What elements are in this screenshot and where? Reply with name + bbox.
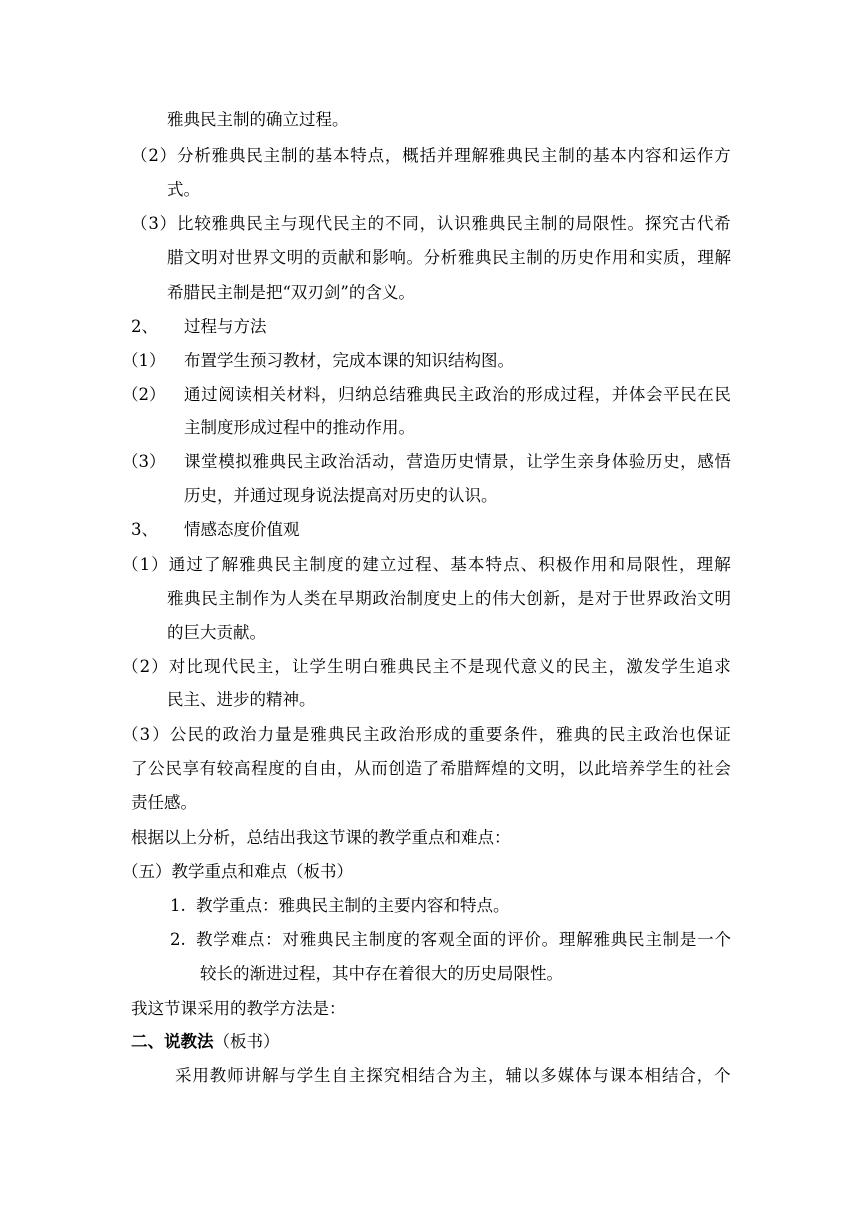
text-line: 了 公 民 享 有 较 高 程 度 的 自 由 ， 从 而 创 造 了 希 腊 辉 煌 的 文 明 ， 以 此 培 养 学 生 的 社 会 bbox=[131, 759, 731, 778]
item-number: （3） bbox=[122, 452, 166, 471]
section-heading: 情感态度价值观 bbox=[184, 520, 300, 539]
item-number: 1. bbox=[170, 896, 186, 915]
item-number: （2） bbox=[122, 385, 166, 404]
section-heading: （五）教学重点和难点（板书） bbox=[122, 862, 353, 881]
text-line: 希腊民主制是把“双刃剑”的含义。 bbox=[167, 283, 415, 302]
text-line: 雅 典 民 主 制 作 为 人 类 在 早 期 政 治 制 度 史 上 的 伟 大 创 新 ， 是 对 于 世 界 政 治 文 明 bbox=[167, 589, 731, 608]
text-line: 布置学生预习教材，完成本课的知识结构图。 bbox=[184, 351, 514, 370]
text-line: （ 2 ） 对 比 现 代 民 主 ， 让 学 生 明 白 雅 典 民 主 不 是 现 代 意 义 的 民 主 ， 激 发 学 生 追 求 bbox=[122, 657, 731, 676]
section-number: 2、 bbox=[131, 317, 158, 336]
text-line: 采 用 教 师 讲 解 与 学 生 自 主 探 究 相 结 合 为 主 ， 辅 以 多 媒 体 与 课 本 相 结 合 ， 个 bbox=[175, 1066, 731, 1085]
text-line: 教学重点：雅典民主制的主要内容和特点。 bbox=[196, 896, 510, 915]
text-line: 雅典民主制的确立过程。 bbox=[167, 110, 349, 129]
text-line: 责任感。 bbox=[131, 793, 197, 812]
text-line: 通 过 阅 读 相 关 材 料 ， 归 纳 总 结 雅 典 民 主 政 治 的 形 成 过 程 ， 并 体 会 平 民 在 民 bbox=[184, 385, 731, 404]
section-heading: 过程与方法 bbox=[184, 317, 267, 336]
text-line: 主制度形成过程中的推动作用。 bbox=[184, 418, 415, 437]
text-line: （ 3 ） 比 较 雅 典 民 主 与 现 代 民 主 的 不 同 ， 认 识 雅 典 民 主 制 的 局 限 性 。 探 究 古 代 希 bbox=[131, 214, 731, 233]
text-line: 式。 bbox=[167, 180, 200, 199]
text-line: 根据以上分析，总结出我这节课的教学重点和难点： bbox=[131, 828, 511, 847]
item-number: 2. bbox=[170, 930, 186, 949]
heading-note: （板书） bbox=[213, 1032, 280, 1051]
text-line: 教 学 难 点 ： 对 雅 典 民 主 制 度 的 客 观 全 面 的 评 价 。 理 解 雅 典 民 主 制 是 一 个 bbox=[196, 930, 731, 949]
text-line: （ 2 ） 分 析 雅 典 民 主 制 的 基 本 特 点 ， 概 括 并 理 解 雅 典 民 主 制 的 基 本 内 容 和 运 作 方 bbox=[131, 146, 731, 165]
heading-bold-text: 二、说教法 bbox=[131, 1032, 214, 1051]
text-line: 我这节课采用的教学方法是： bbox=[131, 999, 346, 1018]
text-line: 民主、进步的精神。 bbox=[167, 690, 316, 709]
section-heading bbox=[131, 1032, 280, 1052]
text-line: 较长的渐进过程，其中存在着很大的历史局限性。 bbox=[200, 964, 563, 983]
text-line: （ 1 ） 通 过 了 解 雅 典 民 主 制 度 的 建 立 过 程 、 基 本 特 点 、 积 极 作 用 和 局 限 性 ， 理 解 bbox=[122, 555, 731, 574]
text-line: （ 3 ） 公 民 的 政 治 力 量 是 雅 典 民 主 政 治 形 成 的 重 要 条 件 ， 雅 典 的 民 主 政 治 也 保 证 bbox=[122, 725, 731, 744]
item-number: （1） bbox=[122, 351, 166, 370]
text-line: 课 堂 模 拟 雅 典 民 主 政 治 活 动 ， 营 造 历 史 情 景 ， 让 学 生 亲 身 体 验 历 史 ， 感 悟 bbox=[184, 452, 731, 471]
text-line: 历史，并通过现身说法提高对历史的认识。 bbox=[184, 486, 498, 505]
section-number: 3、 bbox=[131, 520, 158, 539]
text-line: 腊 文 明 对 世 界 文 明 的 贡 献 和 影 响 。 分 析 雅 典 民 主 制 的 历 史 作 用 和 实 质 ， 理 解 bbox=[167, 248, 731, 267]
text-line: 的巨大贡献。 bbox=[167, 623, 266, 642]
